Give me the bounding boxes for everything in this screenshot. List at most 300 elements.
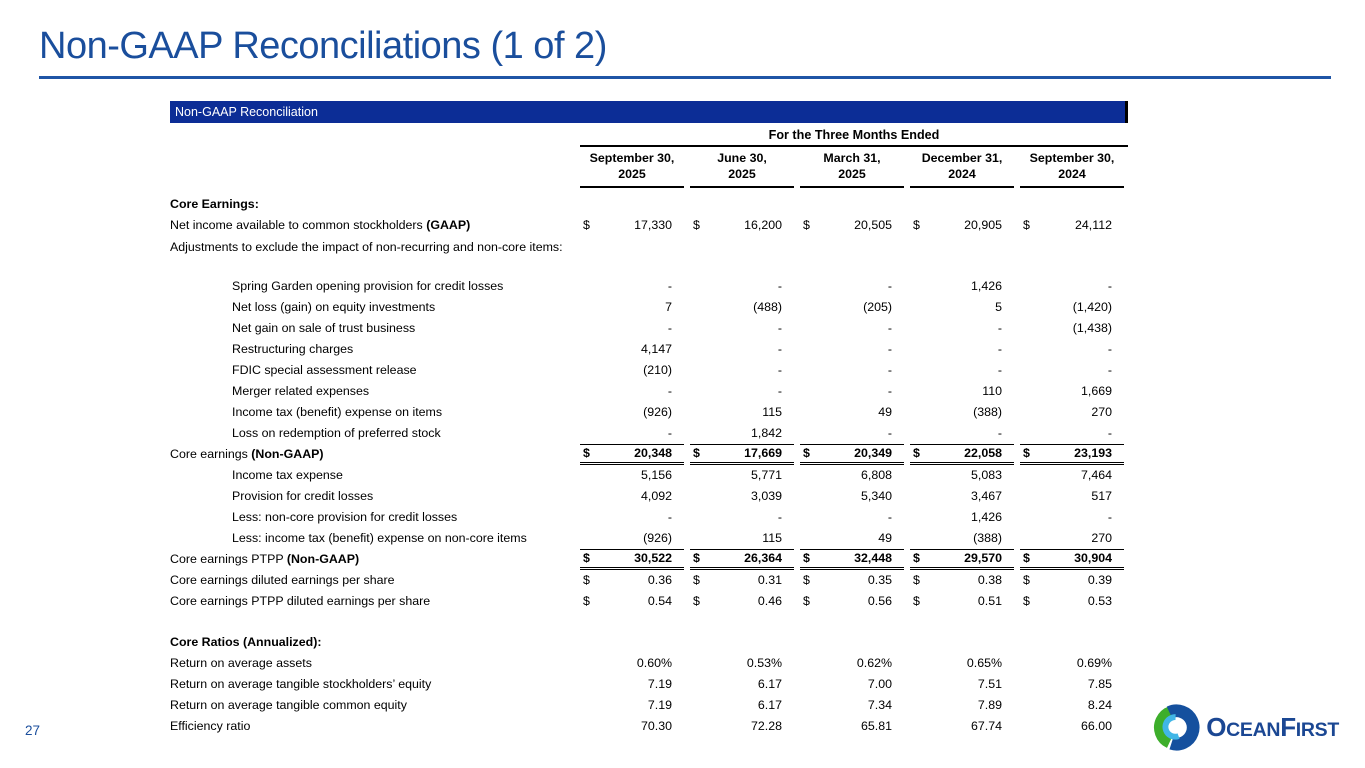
row-label [170, 716, 580, 737]
cell-value: 7.19 [647, 677, 672, 691]
value-cell-4 [1020, 423, 1124, 444]
value-cell-2 [800, 549, 904, 570]
row-label [170, 381, 580, 402]
cell-value: 30,522 [634, 551, 672, 565]
value-cell-2 [800, 653, 904, 674]
row-values [580, 507, 1128, 528]
dollar-sign: $ [583, 594, 590, 608]
cell-value: 517 [1091, 489, 1112, 503]
value-cell-3 [910, 465, 1014, 486]
cell-value: - [1107, 279, 1112, 293]
row-label-text: Net gain on sale of trust business [232, 321, 416, 335]
spacer-row [170, 612, 1128, 632]
value-cell-1 [690, 297, 794, 318]
value-cell-4 [1020, 695, 1124, 716]
value-cell-1 [690, 653, 794, 674]
value-cell-3 [910, 444, 1014, 465]
value-cell-4 [1020, 674, 1124, 695]
page-title: Non-GAAP Reconciliations (1 of 2) [39, 25, 607, 67]
value-cell-3 [910, 570, 1014, 591]
value-cell-4 [1020, 402, 1124, 423]
dollar-sign: $ [693, 594, 700, 608]
value-cell-1 [690, 423, 794, 444]
value-cell-4 [1020, 381, 1124, 402]
cell-value: 0.53% [746, 656, 782, 670]
value-cell-2 [800, 507, 904, 528]
cell-value: - [997, 426, 1002, 440]
dollar-sign: $ [583, 573, 590, 587]
row-label [170, 297, 580, 318]
table-row [170, 318, 1128, 339]
table-row [170, 674, 1128, 695]
value-cell-0 [580, 318, 684, 339]
cell-value: 7.00 [867, 677, 892, 691]
value-cell-1 [690, 549, 794, 570]
table-row [170, 276, 1128, 297]
cell-value: 20,505 [854, 218, 892, 232]
cell-value: 0.54 [647, 594, 672, 608]
cell-value: 7.51 [977, 677, 1002, 691]
table-row [170, 549, 1128, 570]
cell-value: 0.38 [977, 573, 1002, 587]
value-cell-2 [800, 297, 904, 318]
page-number: 27 [25, 723, 41, 738]
cell-value: 30,904 [1074, 551, 1112, 565]
cell-value: 0.39 [1087, 573, 1112, 587]
cell-value: - [887, 426, 892, 440]
cell-value: 5,156 [640, 468, 672, 482]
value-cell-0 [580, 486, 684, 507]
cell-value: 115 [762, 405, 782, 419]
cell-value: - [777, 321, 782, 335]
table-row [170, 215, 1128, 236]
cell-value: 3,467 [970, 489, 1002, 503]
dollar-sign: $ [803, 594, 810, 608]
cell-value: 6.17 [757, 677, 782, 691]
row-label-bold-suffix: (Non-GAAP) [251, 447, 324, 461]
value-cell-0 [580, 570, 684, 591]
table-row [170, 402, 1128, 423]
value-cell-3 [910, 402, 1014, 423]
cell-value: - [887, 279, 892, 293]
row-values [580, 402, 1128, 423]
dollar-sign: $ [693, 573, 700, 587]
cell-value: 17,330 [634, 218, 672, 232]
column-headers [580, 147, 1128, 188]
cell-value: 4,092 [640, 489, 672, 503]
value-cell-4 [1020, 528, 1124, 549]
cell-value: - [1107, 363, 1112, 377]
section-header-row [170, 194, 1128, 215]
table-row [170, 570, 1128, 591]
cell-value: 66.00 [1080, 719, 1112, 733]
oceanfirst-logo-text [1206, 714, 1339, 741]
cell-value: - [887, 321, 892, 335]
value-cell-2 [800, 276, 904, 297]
table-row [170, 465, 1128, 486]
dollar-sign: $ [693, 218, 700, 232]
row-values [580, 318, 1128, 339]
cell-value: - [777, 342, 782, 356]
cell-value: 49 [878, 405, 892, 419]
row-values [580, 465, 1128, 486]
value-cell-2 [800, 465, 904, 486]
row-values [580, 716, 1128, 737]
value-cell-0 [580, 381, 684, 402]
value-cell-4 [1020, 339, 1124, 360]
value-cell-1 [690, 339, 794, 360]
dollar-sign: $ [1023, 446, 1030, 460]
value-cell-2 [800, 360, 904, 381]
value-cell-0 [580, 507, 684, 528]
cell-value: 0.51 [977, 594, 1002, 608]
cell-value: (926) [643, 405, 672, 419]
value-cell-0 [580, 276, 684, 297]
column-header-3 [910, 147, 1014, 188]
value-cell-1 [690, 528, 794, 549]
table-row [170, 360, 1128, 381]
value-cell-0 [580, 297, 684, 318]
oceanfirst-logo-mark-icon [1153, 704, 1200, 751]
row-label-text: Core earnings PTPP diluted earnings per share [170, 594, 431, 608]
row-values [580, 653, 1128, 674]
cell-value: 5,083 [970, 468, 1002, 482]
value-cell-2 [800, 339, 904, 360]
row-values [580, 381, 1128, 402]
value-cell-3 [910, 549, 1014, 570]
value-cell-1 [690, 360, 794, 381]
value-cell-4 [1020, 570, 1124, 591]
column-header-1 [690, 147, 794, 188]
row-values [580, 528, 1128, 549]
value-cell-0 [580, 653, 684, 674]
cell-value: 16,200 [744, 218, 782, 232]
row-label [170, 674, 580, 695]
value-cell-4 [1020, 591, 1124, 612]
row-label-text: Core earnings [170, 447, 252, 461]
dollar-sign: $ [583, 446, 590, 460]
cell-value: 7 [665, 300, 672, 314]
dollar-sign: $ [1023, 594, 1030, 608]
value-cell-2 [800, 486, 904, 507]
value-cell-4 [1020, 549, 1124, 570]
cell-value: 7.85 [1087, 677, 1112, 691]
cell-value: - [887, 363, 892, 377]
column-header-line1: December 31, [921, 151, 1003, 165]
cell-value: 6,808 [860, 468, 892, 482]
row-label-text: Return on average tangible common equity [170, 698, 407, 712]
value-cell-1 [690, 695, 794, 716]
row-label-text: Adjustments to exclude the impact of non-recurring and non-core items: [170, 240, 563, 254]
row-label-text: Core Ratios (Annualized): [170, 635, 322, 649]
dollar-sign: $ [913, 594, 920, 608]
row-label-bold-suffix: (GAAP) [426, 218, 471, 232]
row-label-text: FDIC special assessment release [232, 363, 417, 377]
value-cell-3 [910, 695, 1014, 716]
cell-value: (1,420) [1072, 300, 1112, 314]
table-row [170, 423, 1128, 444]
column-header-2 [800, 147, 904, 188]
row-label [170, 276, 580, 297]
value-cell-0 [580, 549, 684, 570]
table-row [170, 653, 1128, 674]
column-header-line2: 2025 [618, 167, 646, 181]
row-label-text: Income tax (benefit) expense on items [232, 405, 443, 419]
cell-value: 6.17 [757, 698, 782, 712]
cell-value: 0.36 [647, 573, 672, 587]
value-cell-2 [800, 695, 904, 716]
value-cell-1 [690, 402, 794, 423]
cell-value: 0.31 [757, 573, 782, 587]
dollar-sign: $ [693, 551, 700, 565]
row-label-text: Spring Garden opening provision for credit losses [232, 279, 504, 293]
row-label [170, 570, 580, 591]
row-label-text: Loss on redemption of preferred stock [232, 426, 441, 440]
row-label [170, 194, 1128, 215]
row-label-text: Efficiency ratio [170, 719, 251, 733]
cell-value: 49 [878, 531, 892, 545]
value-cell-0 [580, 402, 684, 423]
row-label-bold-suffix: (Non-GAAP) [286, 552, 360, 566]
cell-value: 17,669 [744, 446, 782, 460]
row-label-text: Net loss (gain) on equity investments [232, 300, 436, 314]
cell-value: 7.89 [977, 698, 1002, 712]
table-row [170, 716, 1128, 737]
cell-value: - [997, 321, 1002, 335]
value-cell-1 [690, 276, 794, 297]
dollar-sign: $ [913, 551, 920, 565]
cell-value: 0.35 [867, 573, 892, 587]
row-label [170, 444, 580, 465]
value-cell-4 [1020, 215, 1124, 236]
value-cell-3 [910, 318, 1014, 339]
cell-value: - [667, 510, 672, 524]
row-values [580, 423, 1128, 444]
row-label-text: Restructuring charges [232, 342, 354, 356]
dollar-sign: $ [803, 446, 810, 460]
cell-value: 23,193 [1074, 446, 1112, 460]
column-header-line2: 2024 [1058, 167, 1086, 181]
value-cell-4 [1020, 486, 1124, 507]
row-values [580, 297, 1128, 318]
cell-value: (205) [863, 300, 892, 314]
row-values [580, 570, 1128, 591]
row-values [580, 486, 1128, 507]
cell-value: (1,438) [1072, 321, 1112, 335]
row-label-text: Core earnings diluted earnings per share [170, 573, 395, 587]
table-title-bar: Non-GAAP Reconciliation [170, 101, 1128, 123]
oceanfirst-logo [1153, 704, 1339, 751]
table-row [170, 339, 1128, 360]
value-cell-1 [690, 591, 794, 612]
value-cell-3 [910, 360, 1014, 381]
section-header-row [170, 632, 1128, 653]
cell-value: 70.30 [640, 719, 672, 733]
cell-value: 26,364 [744, 551, 782, 565]
row-label-text: Return on average tangible stockholders’ equity [170, 677, 432, 691]
row-values [580, 444, 1128, 465]
row-values [580, 360, 1128, 381]
logo-text-irst: IRST [1295, 719, 1339, 742]
cell-value: 67.74 [970, 719, 1002, 733]
value-cell-0 [580, 528, 684, 549]
value-cell-4 [1020, 716, 1124, 737]
row-label [170, 549, 580, 570]
logo-letter-o: O [1206, 712, 1227, 743]
table-row [170, 507, 1128, 528]
value-cell-3 [910, 297, 1014, 318]
value-cell-1 [690, 507, 794, 528]
dollar-sign: $ [1023, 573, 1030, 587]
table-row [170, 444, 1128, 465]
cell-value: - [887, 342, 892, 356]
row-label-text: Provision for credit losses [232, 489, 374, 503]
value-cell-2 [800, 215, 904, 236]
value-cell-0 [580, 444, 684, 465]
cell-value: (488) [753, 300, 782, 314]
value-cell-3 [910, 507, 1014, 528]
cell-value: 1,669 [1080, 384, 1112, 398]
value-cell-4 [1020, 653, 1124, 674]
value-cell-0 [580, 716, 684, 737]
value-cell-0 [580, 360, 684, 381]
cell-value: (388) [973, 531, 1002, 545]
value-cell-0 [580, 695, 684, 716]
table-row [170, 381, 1128, 402]
value-cell-2 [800, 444, 904, 465]
row-label [170, 423, 580, 444]
column-header-line2: 2025 [838, 167, 866, 181]
column-header-line1: September 30, [589, 151, 675, 165]
cell-value: - [777, 363, 782, 377]
value-cell-4 [1020, 507, 1124, 528]
value-cell-0 [580, 465, 684, 486]
column-header-4 [1020, 147, 1124, 188]
table-body [170, 194, 1128, 737]
cell-value: 0.69% [1076, 656, 1112, 670]
cell-value: 0.60% [636, 656, 672, 670]
dollar-sign: $ [803, 573, 810, 587]
value-cell-0 [580, 674, 684, 695]
value-cell-1 [690, 381, 794, 402]
value-cell-3 [910, 528, 1014, 549]
row-label [170, 528, 580, 549]
value-cell-4 [1020, 444, 1124, 465]
row-label [170, 591, 580, 612]
dollar-sign: $ [913, 218, 920, 232]
cell-value: 7.34 [867, 698, 892, 712]
row-values [580, 215, 1128, 236]
dollar-sign: $ [803, 218, 810, 232]
table-row [170, 591, 1128, 612]
row-label-text: Income tax expense [232, 468, 343, 482]
cell-value: 1,426 [970, 510, 1002, 524]
row-label-text: Core Earnings: [170, 197, 259, 211]
row-label-text: Less: income tax (benefit) expense on non-core items [232, 531, 527, 545]
cell-value: - [777, 510, 782, 524]
row-values [580, 339, 1128, 360]
value-cell-3 [910, 674, 1014, 695]
row-values [580, 674, 1128, 695]
row-label [170, 465, 580, 486]
cell-value: - [667, 426, 672, 440]
value-cell-2 [800, 591, 904, 612]
value-cell-3 [910, 591, 1014, 612]
cell-value: - [887, 510, 892, 524]
value-cell-1 [690, 674, 794, 695]
row-values [580, 276, 1128, 297]
value-cell-4 [1020, 297, 1124, 318]
cell-value: 0.53 [1087, 594, 1112, 608]
cell-value: 7,464 [1080, 468, 1112, 482]
value-cell-3 [910, 381, 1014, 402]
value-cell-4 [1020, 360, 1124, 381]
column-header-line1: March 31, [823, 151, 881, 165]
column-header-line1: June 30, [717, 151, 767, 165]
row-label-text: Core earnings PTPP [170, 552, 287, 566]
value-cell-3 [910, 339, 1014, 360]
row-label [170, 653, 580, 674]
value-cell-4 [1020, 318, 1124, 339]
dollar-sign: $ [913, 446, 920, 460]
dollar-sign: $ [583, 218, 590, 232]
table-row [170, 528, 1128, 549]
cell-value: 20,348 [634, 446, 672, 460]
value-cell-3 [910, 486, 1014, 507]
row-values [580, 591, 1128, 612]
table-row [170, 695, 1128, 716]
value-cell-1 [690, 318, 794, 339]
row-label [170, 486, 580, 507]
value-cell-0 [580, 215, 684, 236]
cell-value: - [887, 384, 892, 398]
dollar-sign: $ [1023, 218, 1030, 232]
table-row [170, 236, 1128, 276]
cell-value: 0.62% [856, 656, 892, 670]
row-values [580, 549, 1128, 570]
cell-value: - [667, 279, 672, 293]
cell-value: 20,349 [854, 446, 892, 460]
cell-value: - [777, 384, 782, 398]
cell-value: 3,039 [750, 489, 782, 503]
row-label [170, 402, 580, 423]
cell-value: 270 [1091, 405, 1112, 419]
dollar-sign: $ [913, 573, 920, 587]
row-label [170, 632, 1128, 653]
row-label [170, 339, 580, 360]
cell-value: - [997, 342, 1002, 356]
value-cell-1 [690, 215, 794, 236]
column-header-line2: 2024 [948, 167, 976, 181]
dollar-sign: $ [803, 551, 810, 565]
row-label [170, 215, 580, 236]
row-label-text: Less: non-core provision for credit losses [232, 510, 458, 524]
cell-value: 110 [982, 384, 1002, 398]
cell-value: 29,570 [964, 551, 1002, 565]
dollar-sign: $ [1023, 551, 1030, 565]
value-cell-0 [580, 339, 684, 360]
row-label-text: Merger related expenses [232, 384, 370, 398]
value-cell-1 [690, 716, 794, 737]
value-cell-2 [800, 570, 904, 591]
value-cell-0 [580, 591, 684, 612]
cell-value: 0.65% [966, 656, 1002, 670]
value-cell-3 [910, 653, 1014, 674]
cell-value: 24,112 [1075, 218, 1112, 232]
cell-value: (210) [643, 363, 672, 377]
value-cell-4 [1020, 465, 1124, 486]
cell-value: 4,147 [640, 342, 672, 356]
